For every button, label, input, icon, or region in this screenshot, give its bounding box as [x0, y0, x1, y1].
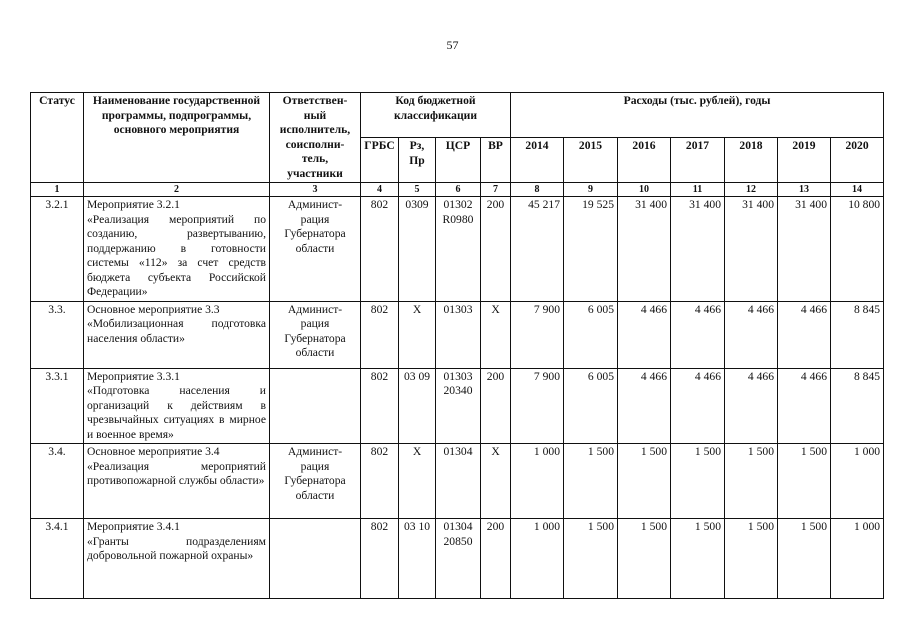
row-rzpr: 03 10 [399, 519, 436, 599]
row-name: Мероприятие 3.3.1 «Подготовка населения и организаций к действиям в чрезвычайных ситуациях в мирное и военное время» [84, 368, 270, 444]
header-expenses: Расходы (тыс. рублей), годы [511, 93, 884, 138]
column-number: 11 [671, 183, 725, 197]
header-budget-code: Код бюджетной классификации [361, 93, 511, 138]
row-value: 1 500 [564, 444, 618, 519]
row-value: 4 466 [671, 301, 725, 368]
row-value: 4 466 [671, 368, 725, 444]
row-csr: 01303 20340 [436, 368, 481, 444]
table-row [31, 301, 884, 368]
row-status: 3.4. [31, 444, 84, 519]
row-value: 6 005 [564, 368, 618, 444]
row-value: 31 400 [671, 197, 725, 302]
row-value: 6 005 [564, 301, 618, 368]
row-vr: Х [481, 444, 511, 519]
row-name: Мероприятие 3.4.1 «Гранты подразделениям добровольной пожарной охраны» [84, 519, 270, 599]
header-year: 2017 [671, 138, 725, 183]
table-row [31, 519, 884, 599]
column-number: 5 [399, 183, 436, 197]
row-name: Основное мероприятие 3.4 «Реализация мероприятий противопожарной службы области» [84, 444, 270, 519]
table-row [31, 197, 884, 302]
row-vr: Х [481, 301, 511, 368]
row-value: 1 500 [618, 444, 671, 519]
header-vr: ВР [481, 138, 511, 183]
row-csr: 01304 20850 [436, 519, 481, 599]
row-csr: 01303 [436, 301, 481, 368]
header-csr: ЦСР [436, 138, 481, 183]
row-value: 1 500 [725, 519, 778, 599]
row-grbs: 802 [361, 301, 399, 368]
header-rzpr: Рз, Пр [399, 138, 436, 183]
column-number: 1 [31, 183, 84, 197]
row-value: 31 400 [725, 197, 778, 302]
row-responsible: Админист- рация Губернатора области [270, 197, 361, 302]
row-value: 7 900 [511, 301, 564, 368]
table-row [31, 444, 884, 519]
column-number: 6 [436, 183, 481, 197]
column-number: 8 [511, 183, 564, 197]
row-responsible [270, 519, 361, 599]
row-name: Мероприятие 3.2.1 «Реализация мероприятий по созданию, развертыванию, поддержанию в готовности системы «112» за счет средств бюджета субъекта Российской Федерации» [84, 197, 270, 302]
row-value: 4 466 [618, 368, 671, 444]
row-vr: 200 [481, 368, 511, 444]
row-value: 19 525 [564, 197, 618, 302]
column-number: 9 [564, 183, 618, 197]
row-vr: 200 [481, 519, 511, 599]
column-number: 14 [831, 183, 884, 197]
row-status: 3.4.1 [31, 519, 84, 599]
row-value: 1 500 [671, 519, 725, 599]
row-value: 31 400 [778, 197, 831, 302]
row-grbs: 802 [361, 197, 399, 302]
row-responsible: Админист- рация Губернатора области [270, 301, 361, 368]
row-rzpr: Х [399, 444, 436, 519]
header-year: 2018 [725, 138, 778, 183]
row-value: 7 900 [511, 368, 564, 444]
row-value: 10 800 [831, 197, 884, 302]
column-number: 4 [361, 183, 399, 197]
row-rzpr: 03 09 [399, 368, 436, 444]
header-row-1 [31, 93, 884, 138]
row-value: 1 000 [831, 444, 884, 519]
row-csr: 01304 [436, 444, 481, 519]
row-value: 4 466 [778, 301, 831, 368]
row-status: 3.3.1 [31, 368, 84, 444]
header-responsible: Ответствен- ный исполнитель, соисполни- тель, участники [270, 93, 361, 183]
header-name: Наименование государственной программы, подпрограммы, основного мероприятия [84, 93, 270, 183]
column-number: 3 [270, 183, 361, 197]
row-value: 1 000 [511, 519, 564, 599]
row-value: 1 500 [778, 519, 831, 599]
header-grbs: ГРБС [361, 138, 399, 183]
column-number: 12 [725, 183, 778, 197]
row-responsible [270, 368, 361, 444]
row-value: 1 500 [564, 519, 618, 599]
row-grbs: 802 [361, 368, 399, 444]
row-value: 1 500 [618, 519, 671, 599]
column-number-row [31, 183, 884, 197]
header-year: 2014 [511, 138, 564, 183]
row-value: 4 466 [778, 368, 831, 444]
row-value: 31 400 [618, 197, 671, 302]
column-number: 2 [84, 183, 270, 197]
table-row [31, 368, 884, 444]
row-csr: 01302 R0980 [436, 197, 481, 302]
row-value: 8 845 [831, 301, 884, 368]
page-number: 57 [446, 38, 459, 52]
header-year: 2016 [618, 138, 671, 183]
header-status: Статус [31, 93, 84, 183]
row-status: 3.3. [31, 301, 84, 368]
header-year: 2015 [564, 138, 618, 183]
row-status: 3.2.1 [31, 197, 84, 302]
row-value: 1 500 [725, 444, 778, 519]
row-responsible: Админист- рация Губернатора области [270, 444, 361, 519]
row-value: 1 500 [671, 444, 725, 519]
row-value: 45 217 [511, 197, 564, 302]
row-value: 4 466 [618, 301, 671, 368]
row-value: 1 000 [831, 519, 884, 599]
column-number: 13 [778, 183, 831, 197]
row-value: 4 466 [725, 368, 778, 444]
row-grbs: 802 [361, 444, 399, 519]
row-rzpr: 0309 [399, 197, 436, 302]
row-value: 1 500 [778, 444, 831, 519]
header-year: 2019 [778, 138, 831, 183]
column-number: 7 [481, 183, 511, 197]
row-value: 4 466 [725, 301, 778, 368]
row-grbs: 802 [361, 519, 399, 599]
row-vr: 200 [481, 197, 511, 302]
row-name: Основное мероприятие 3.3 «Мобилизационная подготовка населения области» [84, 301, 270, 368]
row-value: 1 000 [511, 444, 564, 519]
column-number: 10 [618, 183, 671, 197]
budget-table [30, 92, 884, 599]
header-year: 2020 [831, 138, 884, 183]
row-rzpr: Х [399, 301, 436, 368]
row-value: 8 845 [831, 368, 884, 444]
